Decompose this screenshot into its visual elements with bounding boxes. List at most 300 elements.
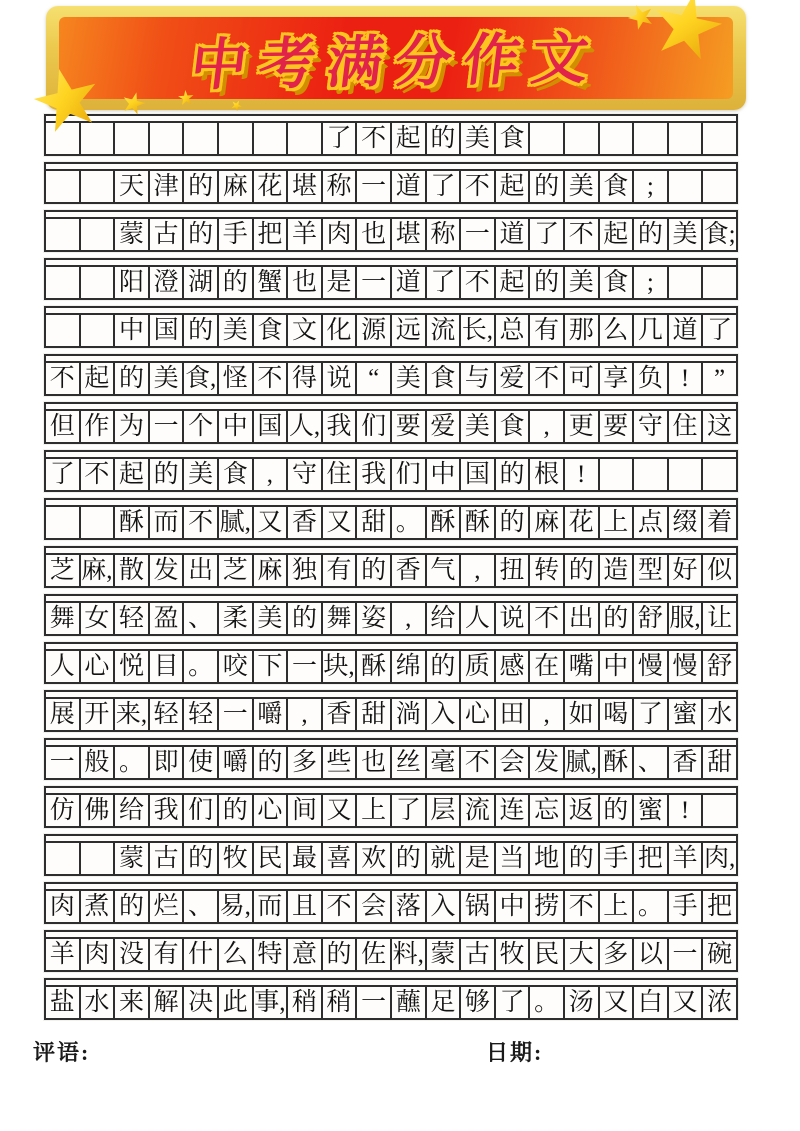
essay-row bbox=[44, 594, 738, 636]
grid-cell: 煮 bbox=[81, 891, 116, 922]
grid-cell: 美 bbox=[461, 123, 496, 154]
grid-cell: 的 bbox=[254, 747, 289, 778]
grid-cell: 轻 bbox=[150, 699, 185, 730]
comments-label: 评语: bbox=[33, 1040, 91, 1065]
grid-cell: 一 bbox=[219, 699, 254, 730]
grid-cell: 可 bbox=[565, 363, 600, 394]
grid-cell bbox=[81, 219, 116, 250]
grid-cell: 香 bbox=[392, 555, 427, 586]
row-header-strip bbox=[46, 260, 736, 267]
grid-cell: 发 bbox=[150, 555, 185, 586]
grid-cell: 的 bbox=[323, 939, 358, 970]
grid-cell: 质 bbox=[461, 651, 496, 682]
grid-cell: 造 bbox=[600, 555, 635, 586]
grid-cell: 食 bbox=[600, 267, 635, 298]
grid-cell bbox=[703, 267, 736, 298]
grid-cell: 心 bbox=[81, 651, 116, 682]
row-header-strip bbox=[46, 836, 736, 843]
grid-cell: 我 bbox=[357, 459, 392, 490]
grid-cell: 一 bbox=[46, 747, 81, 778]
grid-cell: 麻, bbox=[81, 555, 116, 586]
grid-cell bbox=[81, 843, 116, 874]
grid-cell: 气 bbox=[427, 555, 462, 586]
grid-cell: 远 bbox=[392, 315, 427, 346]
grid-cell: 民 bbox=[254, 843, 289, 874]
grid-cell: 的 bbox=[219, 795, 254, 826]
grid-cell: 手 bbox=[219, 219, 254, 250]
grid-cell: 甜 bbox=[357, 507, 392, 538]
grid-cell bbox=[703, 123, 736, 154]
grid-cell: 一 bbox=[669, 939, 704, 970]
grid-cell: 蒙 bbox=[115, 219, 150, 250]
grid-cell: 了 bbox=[707, 317, 733, 344]
grid-cell: 酥 bbox=[461, 507, 496, 538]
row-header-strip bbox=[46, 164, 736, 171]
grid-cell bbox=[669, 459, 704, 490]
grid-cell: 出 bbox=[184, 555, 219, 586]
grid-cell bbox=[46, 507, 81, 538]
grid-cell: 我 bbox=[323, 411, 358, 442]
grid-cell: 有 bbox=[323, 555, 358, 586]
grid-cell: 食 bbox=[254, 315, 289, 346]
grid-cell bbox=[669, 123, 704, 154]
grid-cell: 也 bbox=[357, 747, 392, 778]
grid-cell: 了 bbox=[46, 459, 81, 490]
grid-cell: 甜 bbox=[357, 699, 392, 730]
grid-cell: 国 bbox=[254, 411, 289, 442]
grid-cell: “ bbox=[357, 363, 392, 394]
grid-cell: 的 bbox=[600, 795, 635, 826]
grid-cell: 舞 bbox=[323, 603, 358, 634]
grid-cell bbox=[288, 123, 323, 154]
grid-cell: 守 bbox=[634, 411, 669, 442]
grid-cell: 不 bbox=[254, 363, 289, 394]
grid-cell: 了 bbox=[427, 171, 462, 202]
grid-cell: 一 bbox=[288, 651, 323, 682]
grid-cell: 肉 bbox=[323, 219, 358, 250]
grid-cell: 那 bbox=[565, 315, 600, 346]
grid-cell: 而 bbox=[150, 507, 185, 538]
grid-cell: 的 bbox=[634, 219, 669, 250]
grid-cell: 不 bbox=[530, 363, 565, 394]
grid-cell: 也 bbox=[357, 219, 392, 250]
grid-cell: 腻, bbox=[565, 747, 600, 778]
grid-cell: 中 bbox=[115, 315, 150, 346]
grid-cell: 当 bbox=[496, 843, 531, 874]
grid-cell: 也 bbox=[288, 267, 323, 298]
grid-cell: 佐 bbox=[357, 939, 392, 970]
grid-cell: 不 bbox=[81, 459, 116, 490]
grid-cell: 给 bbox=[115, 795, 150, 826]
grid-cell: 湖 bbox=[184, 267, 219, 298]
grid-cell: 轻 bbox=[115, 603, 150, 634]
grid-cell: 古 bbox=[150, 219, 185, 250]
essay-row bbox=[44, 738, 738, 780]
grid-cell: 羊 bbox=[288, 219, 323, 250]
grid-cell: 中 bbox=[219, 411, 254, 442]
grid-cell: 下 bbox=[254, 651, 289, 682]
grid-cell: 又 bbox=[600, 987, 635, 1018]
grid-cell: 肉 bbox=[46, 891, 81, 922]
grid-cell: 芝 bbox=[219, 555, 254, 586]
grid-cell: 的 bbox=[115, 891, 150, 922]
grid-cell: 道 bbox=[392, 171, 427, 202]
grid-cell bbox=[46, 843, 81, 874]
grid-cell: 的 bbox=[184, 219, 219, 250]
grid-cell: 美 bbox=[461, 411, 496, 442]
grid-cell: 的 bbox=[600, 603, 635, 634]
essay-row bbox=[44, 402, 738, 444]
essay-row bbox=[44, 882, 738, 924]
grid-cell: 层 bbox=[427, 795, 462, 826]
grid-cell: 说 bbox=[323, 363, 358, 394]
grid-cell: ; bbox=[634, 267, 669, 298]
row-header-strip bbox=[46, 740, 736, 747]
grid-cell: 作 bbox=[81, 411, 116, 442]
grid-cell: 会 bbox=[357, 891, 392, 922]
grid-cell bbox=[669, 267, 704, 298]
grid-cell: 这 bbox=[707, 413, 733, 440]
grid-cell: 着 bbox=[707, 509, 733, 536]
grid-cell: 、 bbox=[184, 603, 219, 634]
grid-cell: 蘸 bbox=[392, 987, 427, 1018]
grid-cell: 入 bbox=[427, 891, 462, 922]
grid-cell bbox=[46, 315, 81, 346]
grid-cell: 且 bbox=[288, 891, 323, 922]
grid-cell: 酥 bbox=[115, 507, 150, 538]
grid-cell: 来, bbox=[115, 699, 150, 730]
grid-cell: 丝 bbox=[392, 747, 427, 778]
grid-cell: 够 bbox=[461, 987, 496, 1018]
grid-cell: 一 bbox=[357, 987, 392, 1018]
grid-cell: , bbox=[288, 699, 323, 730]
grid-cell: 道 bbox=[669, 315, 704, 346]
grid-cell: 牧 bbox=[219, 843, 254, 874]
grid-cell: 芝 bbox=[46, 555, 81, 586]
grid-cell: 流 bbox=[427, 315, 462, 346]
grid-cell: 阳 bbox=[115, 267, 150, 298]
grid-cell: , bbox=[254, 459, 289, 490]
grid-cell: 目 bbox=[150, 651, 185, 682]
grid-cell: ! bbox=[669, 795, 704, 826]
grid-cell: 一 bbox=[357, 267, 392, 298]
grid-cell: 甜 bbox=[707, 749, 733, 776]
grid-cell: 缀 bbox=[669, 507, 704, 538]
grid-cell: 食 bbox=[496, 411, 531, 442]
grid-cell: 出 bbox=[565, 603, 600, 634]
grid-cell: 忘 bbox=[530, 795, 565, 826]
grid-cell: 盈 bbox=[150, 603, 185, 634]
grid-cell: 舒 bbox=[634, 603, 669, 634]
grid-cell: 此 bbox=[219, 987, 254, 1018]
grid-cell: 的 bbox=[427, 651, 462, 682]
grid-cell: 不 bbox=[184, 507, 219, 538]
grid-cell: 舒 bbox=[707, 653, 733, 680]
grid-cell: 有 bbox=[530, 315, 565, 346]
grid-cell: 烂 bbox=[150, 891, 185, 922]
grid-cell: 女 bbox=[81, 603, 116, 634]
grid-cell: 人, bbox=[288, 411, 323, 442]
grid-cell: 意 bbox=[288, 939, 323, 970]
grid-cell: 古 bbox=[150, 843, 185, 874]
grid-cell: 的 bbox=[392, 843, 427, 874]
grid-cell: 开 bbox=[81, 699, 116, 730]
grid-cell: 上 bbox=[357, 795, 392, 826]
grid-cell: 欢 bbox=[357, 843, 392, 874]
grid-cell: , bbox=[392, 603, 427, 634]
grid-cell: 姿 bbox=[357, 603, 392, 634]
grid-cell: 美 bbox=[565, 171, 600, 202]
grid-cell: 文 bbox=[288, 315, 323, 346]
grid-cell: 不 bbox=[323, 891, 358, 922]
grid-cell: 的 bbox=[184, 843, 219, 874]
grid-cell: 嚼 bbox=[219, 747, 254, 778]
grid-cell: 手 bbox=[600, 843, 635, 874]
grid-cell: 似 bbox=[707, 557, 733, 584]
grid-cell: 又 bbox=[254, 507, 289, 538]
essay-row bbox=[44, 930, 738, 972]
grid-cell bbox=[81, 267, 116, 298]
grid-cell: 人 bbox=[461, 603, 496, 634]
grid-cell: 散 bbox=[115, 555, 150, 586]
grid-cell: 入 bbox=[427, 699, 462, 730]
grid-cell: 易, bbox=[219, 891, 254, 922]
grid-cell: 一 bbox=[357, 171, 392, 202]
grid-cell: 舞 bbox=[46, 603, 81, 634]
grid-cell: 起 bbox=[115, 459, 150, 490]
grid-cell: 水 bbox=[81, 987, 116, 1018]
grid-cell: 羊 bbox=[46, 939, 81, 970]
grid-cell: 好 bbox=[669, 555, 704, 586]
grid-cell: 即 bbox=[150, 747, 185, 778]
grid-cell: 了 bbox=[427, 267, 462, 298]
grid-cell: 是 bbox=[323, 267, 358, 298]
grid-cell: 要 bbox=[600, 411, 635, 442]
grid-cell: 酥 bbox=[600, 747, 635, 778]
grid-cell: 感 bbox=[496, 651, 531, 682]
grid-cell: 使 bbox=[184, 747, 219, 778]
grid-cell: 的 bbox=[496, 459, 531, 490]
grid-cell bbox=[634, 123, 669, 154]
grid-cell: 淌 bbox=[392, 699, 427, 730]
grid-cell: 碗 bbox=[707, 941, 733, 968]
grid-cell: 花 bbox=[254, 171, 289, 202]
grid-cell: 个 bbox=[184, 411, 219, 442]
grid-cell bbox=[46, 123, 81, 154]
grid-cell: 捞 bbox=[530, 891, 565, 922]
grid-cell: 喜 bbox=[323, 843, 358, 874]
grid-cell: 腻, bbox=[219, 507, 254, 538]
grid-cell: 不 bbox=[46, 363, 81, 394]
grid-cell bbox=[81, 171, 116, 202]
grid-cell: 慢 bbox=[669, 651, 704, 682]
banner-background bbox=[59, 17, 733, 99]
grid-cell: 酥 bbox=[427, 507, 462, 538]
grid-cell: 食 bbox=[600, 171, 635, 202]
grid-cell: 。 bbox=[634, 891, 669, 922]
row-header-strip bbox=[46, 308, 736, 315]
grid-cell bbox=[254, 123, 289, 154]
essay-row bbox=[44, 546, 738, 588]
grid-cell: 化 bbox=[323, 315, 358, 346]
grid-cell: 了 bbox=[634, 699, 669, 730]
grid-cell: 上 bbox=[600, 507, 635, 538]
grid-cell: 蜜 bbox=[669, 699, 704, 730]
grid-cell: 的 bbox=[184, 171, 219, 202]
grid-cell: 轻 bbox=[184, 699, 219, 730]
row-header-strip bbox=[46, 788, 736, 795]
grid-cell bbox=[703, 795, 736, 826]
grid-cell: 服, bbox=[669, 603, 704, 634]
grid-cell: 佛 bbox=[81, 795, 116, 826]
grid-cell: 么 bbox=[600, 315, 635, 346]
grid-cell: 得 bbox=[288, 363, 323, 394]
grid-cell bbox=[669, 171, 704, 202]
grid-cell: 负 bbox=[634, 363, 669, 394]
grid-cell: 享 bbox=[600, 363, 635, 394]
grid-cell: 了 bbox=[323, 123, 358, 154]
row-header-strip bbox=[46, 452, 736, 459]
grid-cell: 一 bbox=[150, 411, 185, 442]
grid-cell: 为 bbox=[115, 411, 150, 442]
grid-cell: 。 bbox=[392, 507, 427, 538]
grid-cell: 稍 bbox=[323, 987, 358, 1018]
grid-cell: 国 bbox=[461, 459, 496, 490]
grid-cell: 。 bbox=[184, 651, 219, 682]
grid-cell: 般 bbox=[81, 747, 116, 778]
grid-cell: 喝 bbox=[600, 699, 635, 730]
grid-cell: 把 bbox=[634, 843, 669, 874]
grid-cell: 又 bbox=[323, 507, 358, 538]
grid-cell: 足 bbox=[427, 987, 462, 1018]
grid-cell: 古 bbox=[461, 939, 496, 970]
grid-cell: 们 bbox=[184, 795, 219, 826]
grid-cell: 块, bbox=[323, 651, 358, 682]
grid-cell: 的 bbox=[115, 363, 150, 394]
row-header-strip bbox=[46, 500, 736, 507]
grid-cell bbox=[46, 267, 81, 298]
grid-cell: 落 bbox=[392, 891, 427, 922]
grid-cell: 嘴 bbox=[565, 651, 600, 682]
row-header-strip bbox=[46, 356, 736, 363]
grid-cell: 的 bbox=[530, 171, 565, 202]
grid-cell: 展 bbox=[46, 699, 81, 730]
grid-cell bbox=[81, 123, 116, 154]
grid-cell: ! bbox=[565, 459, 600, 490]
grid-cell: 起 bbox=[600, 219, 635, 250]
grid-cell: 多 bbox=[600, 939, 635, 970]
essay-row bbox=[44, 834, 738, 876]
row-header-strip bbox=[46, 212, 736, 219]
essay-row bbox=[44, 210, 738, 252]
grid-cell: 给 bbox=[427, 603, 462, 634]
grid-cell: 起 bbox=[81, 363, 116, 394]
grid-cell: 的 bbox=[288, 603, 323, 634]
grid-cell bbox=[81, 315, 116, 346]
grid-cell: , bbox=[461, 555, 496, 586]
grid-cell: 起 bbox=[392, 123, 427, 154]
grid-cell: 们 bbox=[357, 411, 392, 442]
grid-cell: 把 bbox=[254, 219, 289, 250]
grid-cell: 称 bbox=[323, 171, 358, 202]
grid-cell: 美 bbox=[254, 603, 289, 634]
grid-cell bbox=[115, 123, 150, 154]
grid-cell: 称 bbox=[427, 219, 462, 250]
essay-row bbox=[44, 690, 738, 732]
grid-cell: 水 bbox=[707, 701, 733, 728]
grid-cell: 的 bbox=[565, 555, 600, 586]
grid-cell: 国 bbox=[150, 315, 185, 346]
essay-row bbox=[44, 786, 738, 828]
grid-cell: 与 bbox=[461, 363, 496, 394]
grid-cell: ; bbox=[634, 171, 669, 202]
grid-cell: 总 bbox=[496, 315, 531, 346]
grid-cell: 白 bbox=[634, 987, 669, 1018]
grid-cell: 解 bbox=[150, 987, 185, 1018]
grid-cell: ” bbox=[714, 365, 726, 392]
grid-cell: 美 bbox=[392, 363, 427, 394]
grid-cell: 食 bbox=[427, 363, 462, 394]
grid-cell bbox=[150, 123, 185, 154]
grid-cell bbox=[530, 123, 565, 154]
grid-cell: 爱 bbox=[496, 363, 531, 394]
grid-cell: 起 bbox=[496, 171, 531, 202]
grid-cell bbox=[46, 171, 81, 202]
grid-cell: 了 bbox=[392, 795, 427, 826]
grid-cell: 住 bbox=[323, 459, 358, 490]
grid-cell: 心 bbox=[461, 699, 496, 730]
grid-cell: 盐 bbox=[46, 987, 81, 1018]
grid-cell: 食 bbox=[219, 459, 254, 490]
essay-row bbox=[44, 306, 738, 348]
grid-cell: 民 bbox=[530, 939, 565, 970]
grid-cell: 发 bbox=[530, 747, 565, 778]
grid-cell bbox=[703, 459, 736, 490]
grid-cell: 仿 bbox=[46, 795, 81, 826]
grid-cell: 没 bbox=[115, 939, 150, 970]
grid-cell: 食; bbox=[703, 221, 736, 248]
grid-cell: 中 bbox=[427, 459, 462, 490]
grid-cell: 的 bbox=[530, 267, 565, 298]
grid-cell: 蟹 bbox=[254, 267, 289, 298]
essay-grid bbox=[44, 114, 738, 1026]
grid-cell: 中 bbox=[496, 891, 531, 922]
date-label: 日期: bbox=[486, 1040, 544, 1065]
grid-cell bbox=[565, 123, 600, 154]
grid-cell: ! bbox=[669, 363, 704, 394]
grid-cell: 麻 bbox=[530, 507, 565, 538]
grid-cell: 羊 bbox=[669, 843, 704, 874]
grid-cell: 锅 bbox=[461, 891, 496, 922]
grid-cell: 大 bbox=[565, 939, 600, 970]
grid-cell bbox=[46, 219, 81, 250]
grid-cell: 道 bbox=[392, 267, 427, 298]
grid-cell bbox=[634, 459, 669, 490]
grid-cell: 咬 bbox=[219, 651, 254, 682]
essay-row bbox=[44, 642, 738, 684]
grid-cell: 我 bbox=[150, 795, 185, 826]
grid-cell: 不 bbox=[565, 891, 600, 922]
grid-cell bbox=[81, 507, 116, 538]
grid-cell: 型 bbox=[634, 555, 669, 586]
grid-cell: 会 bbox=[496, 747, 531, 778]
grid-cell: 要 bbox=[392, 411, 427, 442]
essay-row bbox=[44, 978, 738, 1020]
grid-cell: 决 bbox=[184, 987, 219, 1018]
grid-cell: 转 bbox=[530, 555, 565, 586]
grid-cell: 根 bbox=[530, 459, 565, 490]
essay-row bbox=[44, 162, 738, 204]
